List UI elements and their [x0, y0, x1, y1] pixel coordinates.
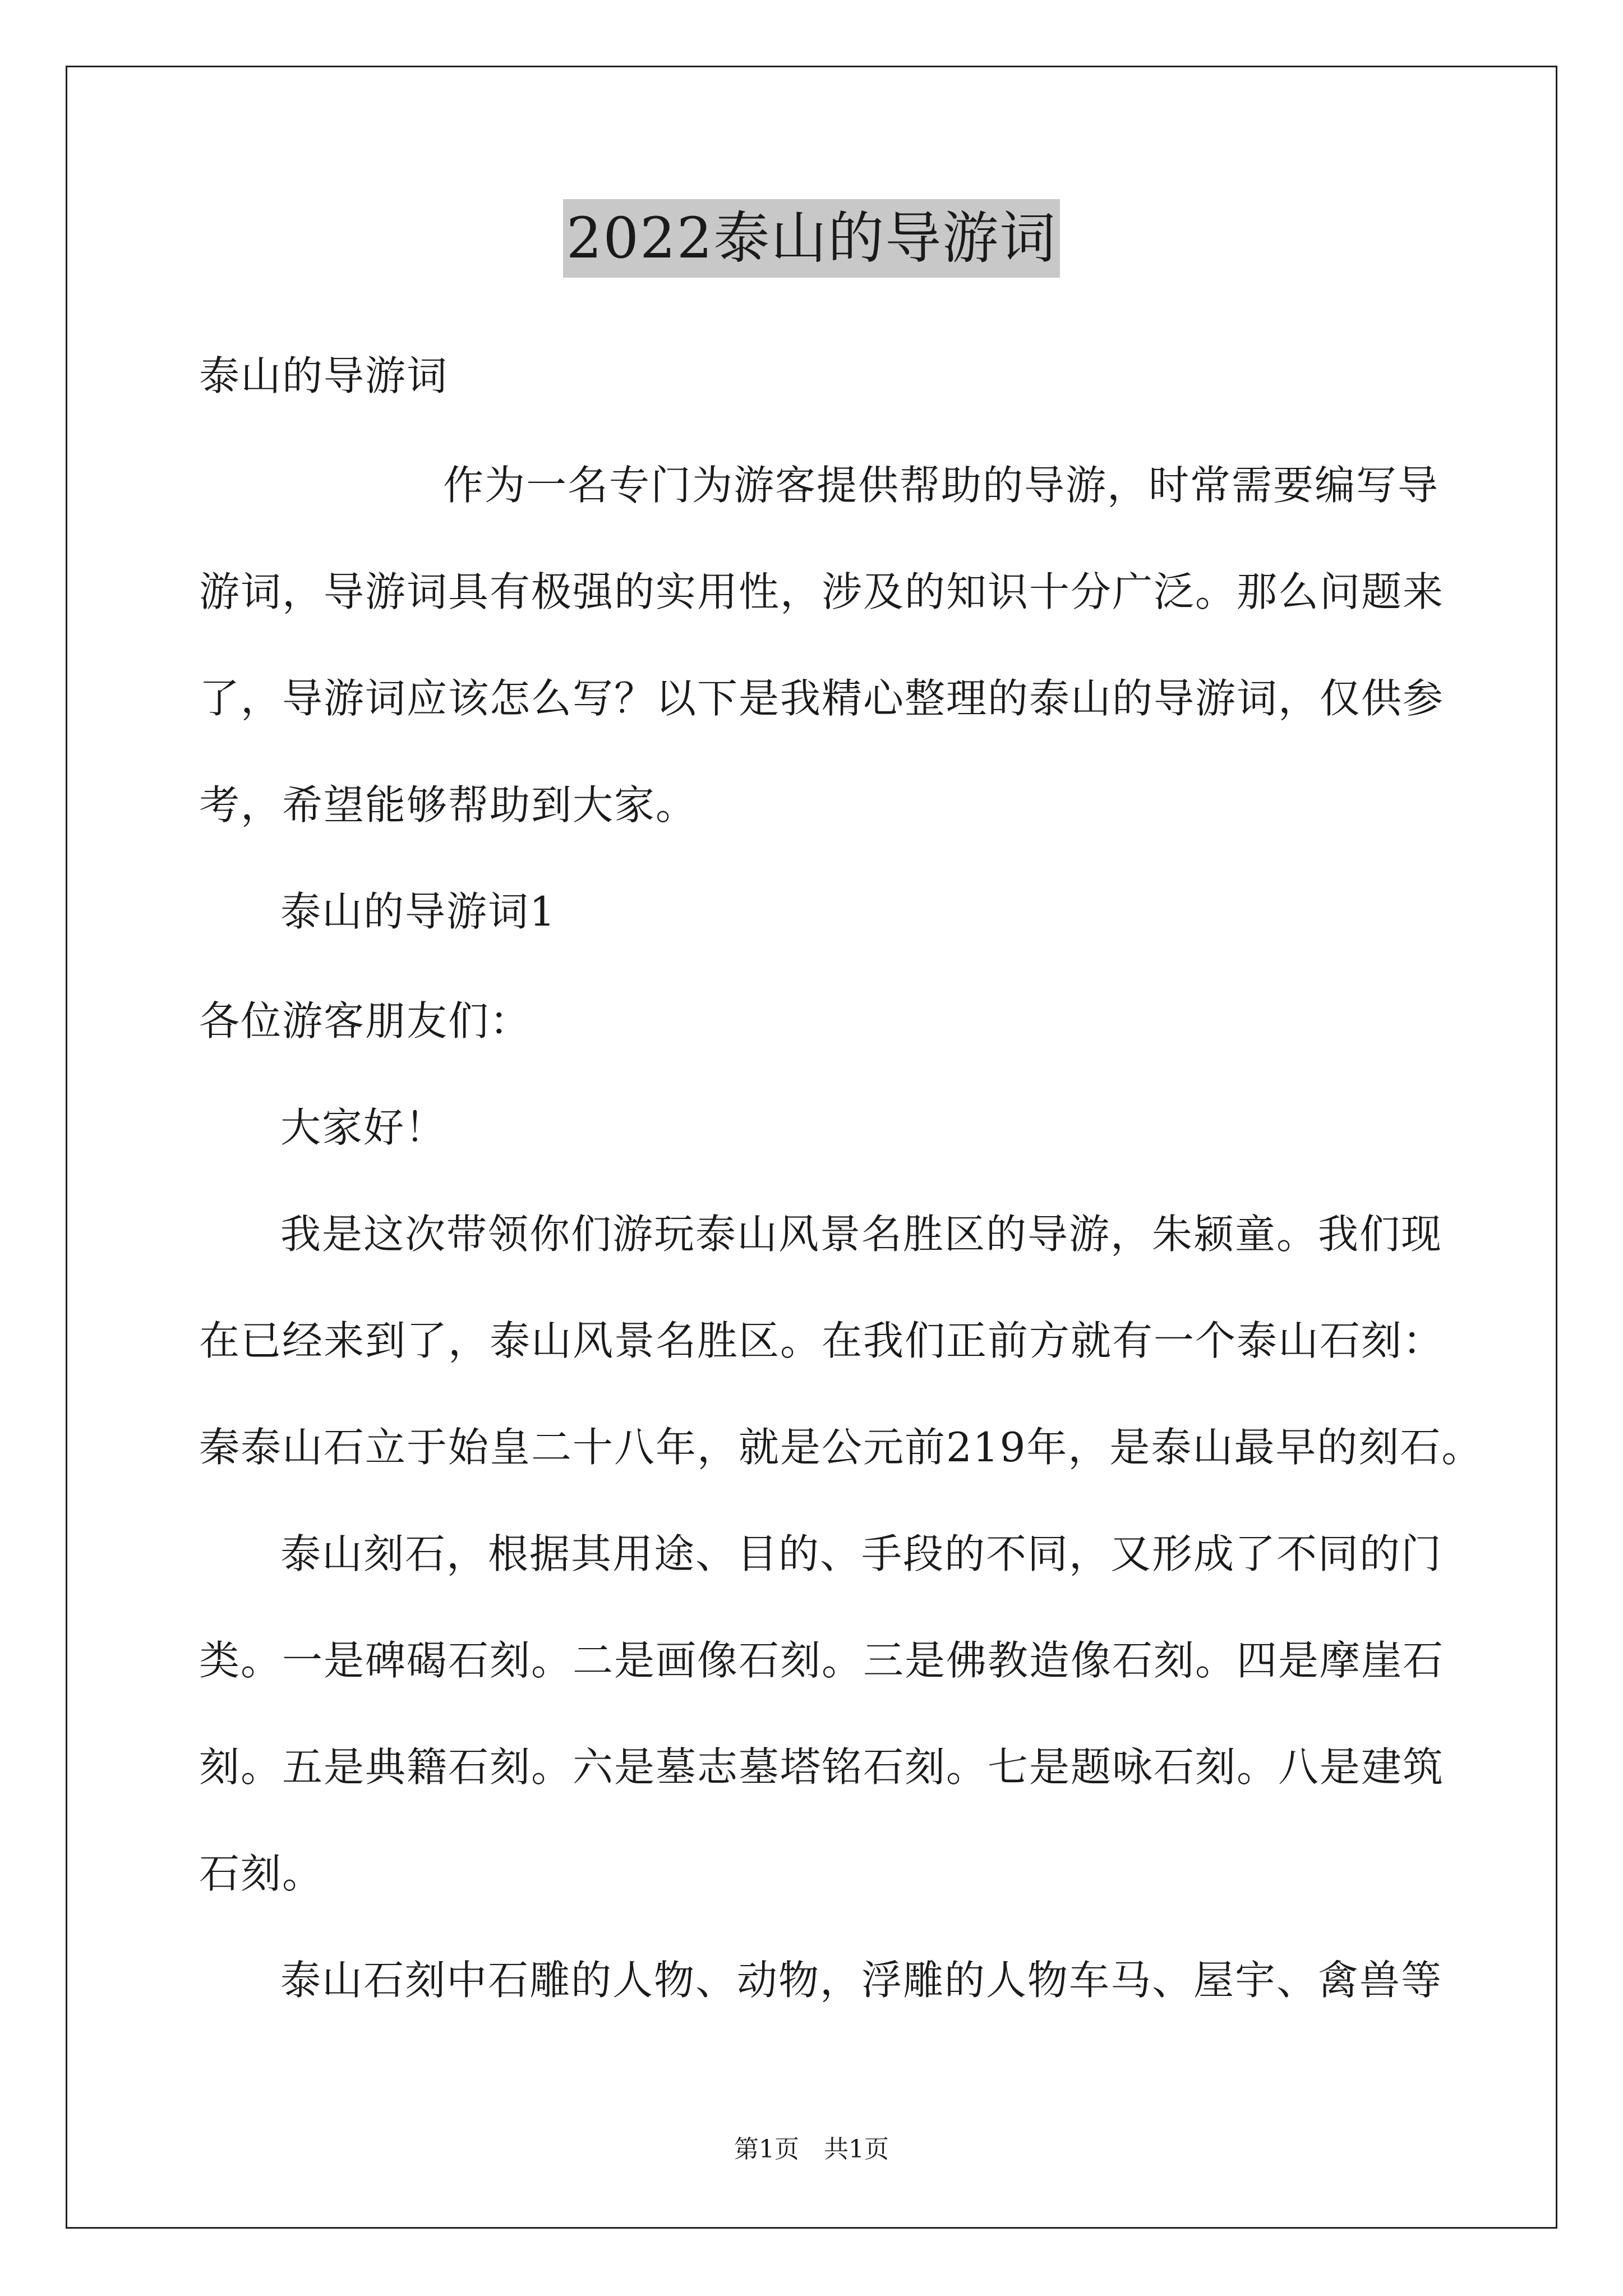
greeting-line: 各位游客朋友们：: [199, 997, 532, 1045]
paragraph-line: 刻。五是典籍石刻。六是墓志墓塔铭石刻。七是题咏石刻。八是建筑: [199, 1743, 1445, 1791]
paragraph-line: 泰山石刻中石雕的人物、动物，浮雕的人物车马、屋宇、禽兽等: [280, 1957, 1443, 2004]
paragraph-line: 考，希望能够帮助到大家。: [199, 781, 698, 829]
greeting-line: 大家好！: [280, 1104, 447, 1151]
paragraph-line: 石刻。: [199, 1850, 324, 1897]
title-container: [0, 199, 1623, 278]
subtitle-line: 泰山的导游词: [199, 352, 449, 399]
paragraph-line: 秦泰山石立于始皇二十八年，就是公元前219年，是泰山最早的刻石。: [199, 1424, 1483, 1471]
paragraph-line: 游词，导游词具有极强的实用性，涉及的知识十分广泛。那么问题来: [199, 568, 1445, 615]
page-footer: 第1页 共1页: [734, 2135, 889, 2164]
paragraph-line: 了，导游词应该怎么写？以下是我精心整理的泰山的导游词，仅供参: [199, 675, 1445, 722]
paragraph-line: 我是这次带领你们游玩泰山风景名胜区的导游，朱颍童。我们现: [280, 1211, 1443, 1258]
paragraph-line: 作为一名专门为游客提供帮助的导游，时常需要编写导: [443, 462, 1440, 509]
paragraph-line: 泰山刻石，根据其用途、目的、手段的不同，又形成了不同的门: [280, 1530, 1443, 1577]
paragraph-line: 在已经来到了，泰山风景名胜区。在我们正前方就有一个泰山石刻：: [199, 1317, 1445, 1364]
paragraph-line: 类。一是碑碣石刻。二是画像石刻。三是佛教造像石刻。四是摩崖石: [199, 1637, 1445, 1684]
document-title: 2022泰山的导游词: [563, 199, 1061, 278]
section-heading: 泰山的导游词1: [280, 888, 556, 935]
